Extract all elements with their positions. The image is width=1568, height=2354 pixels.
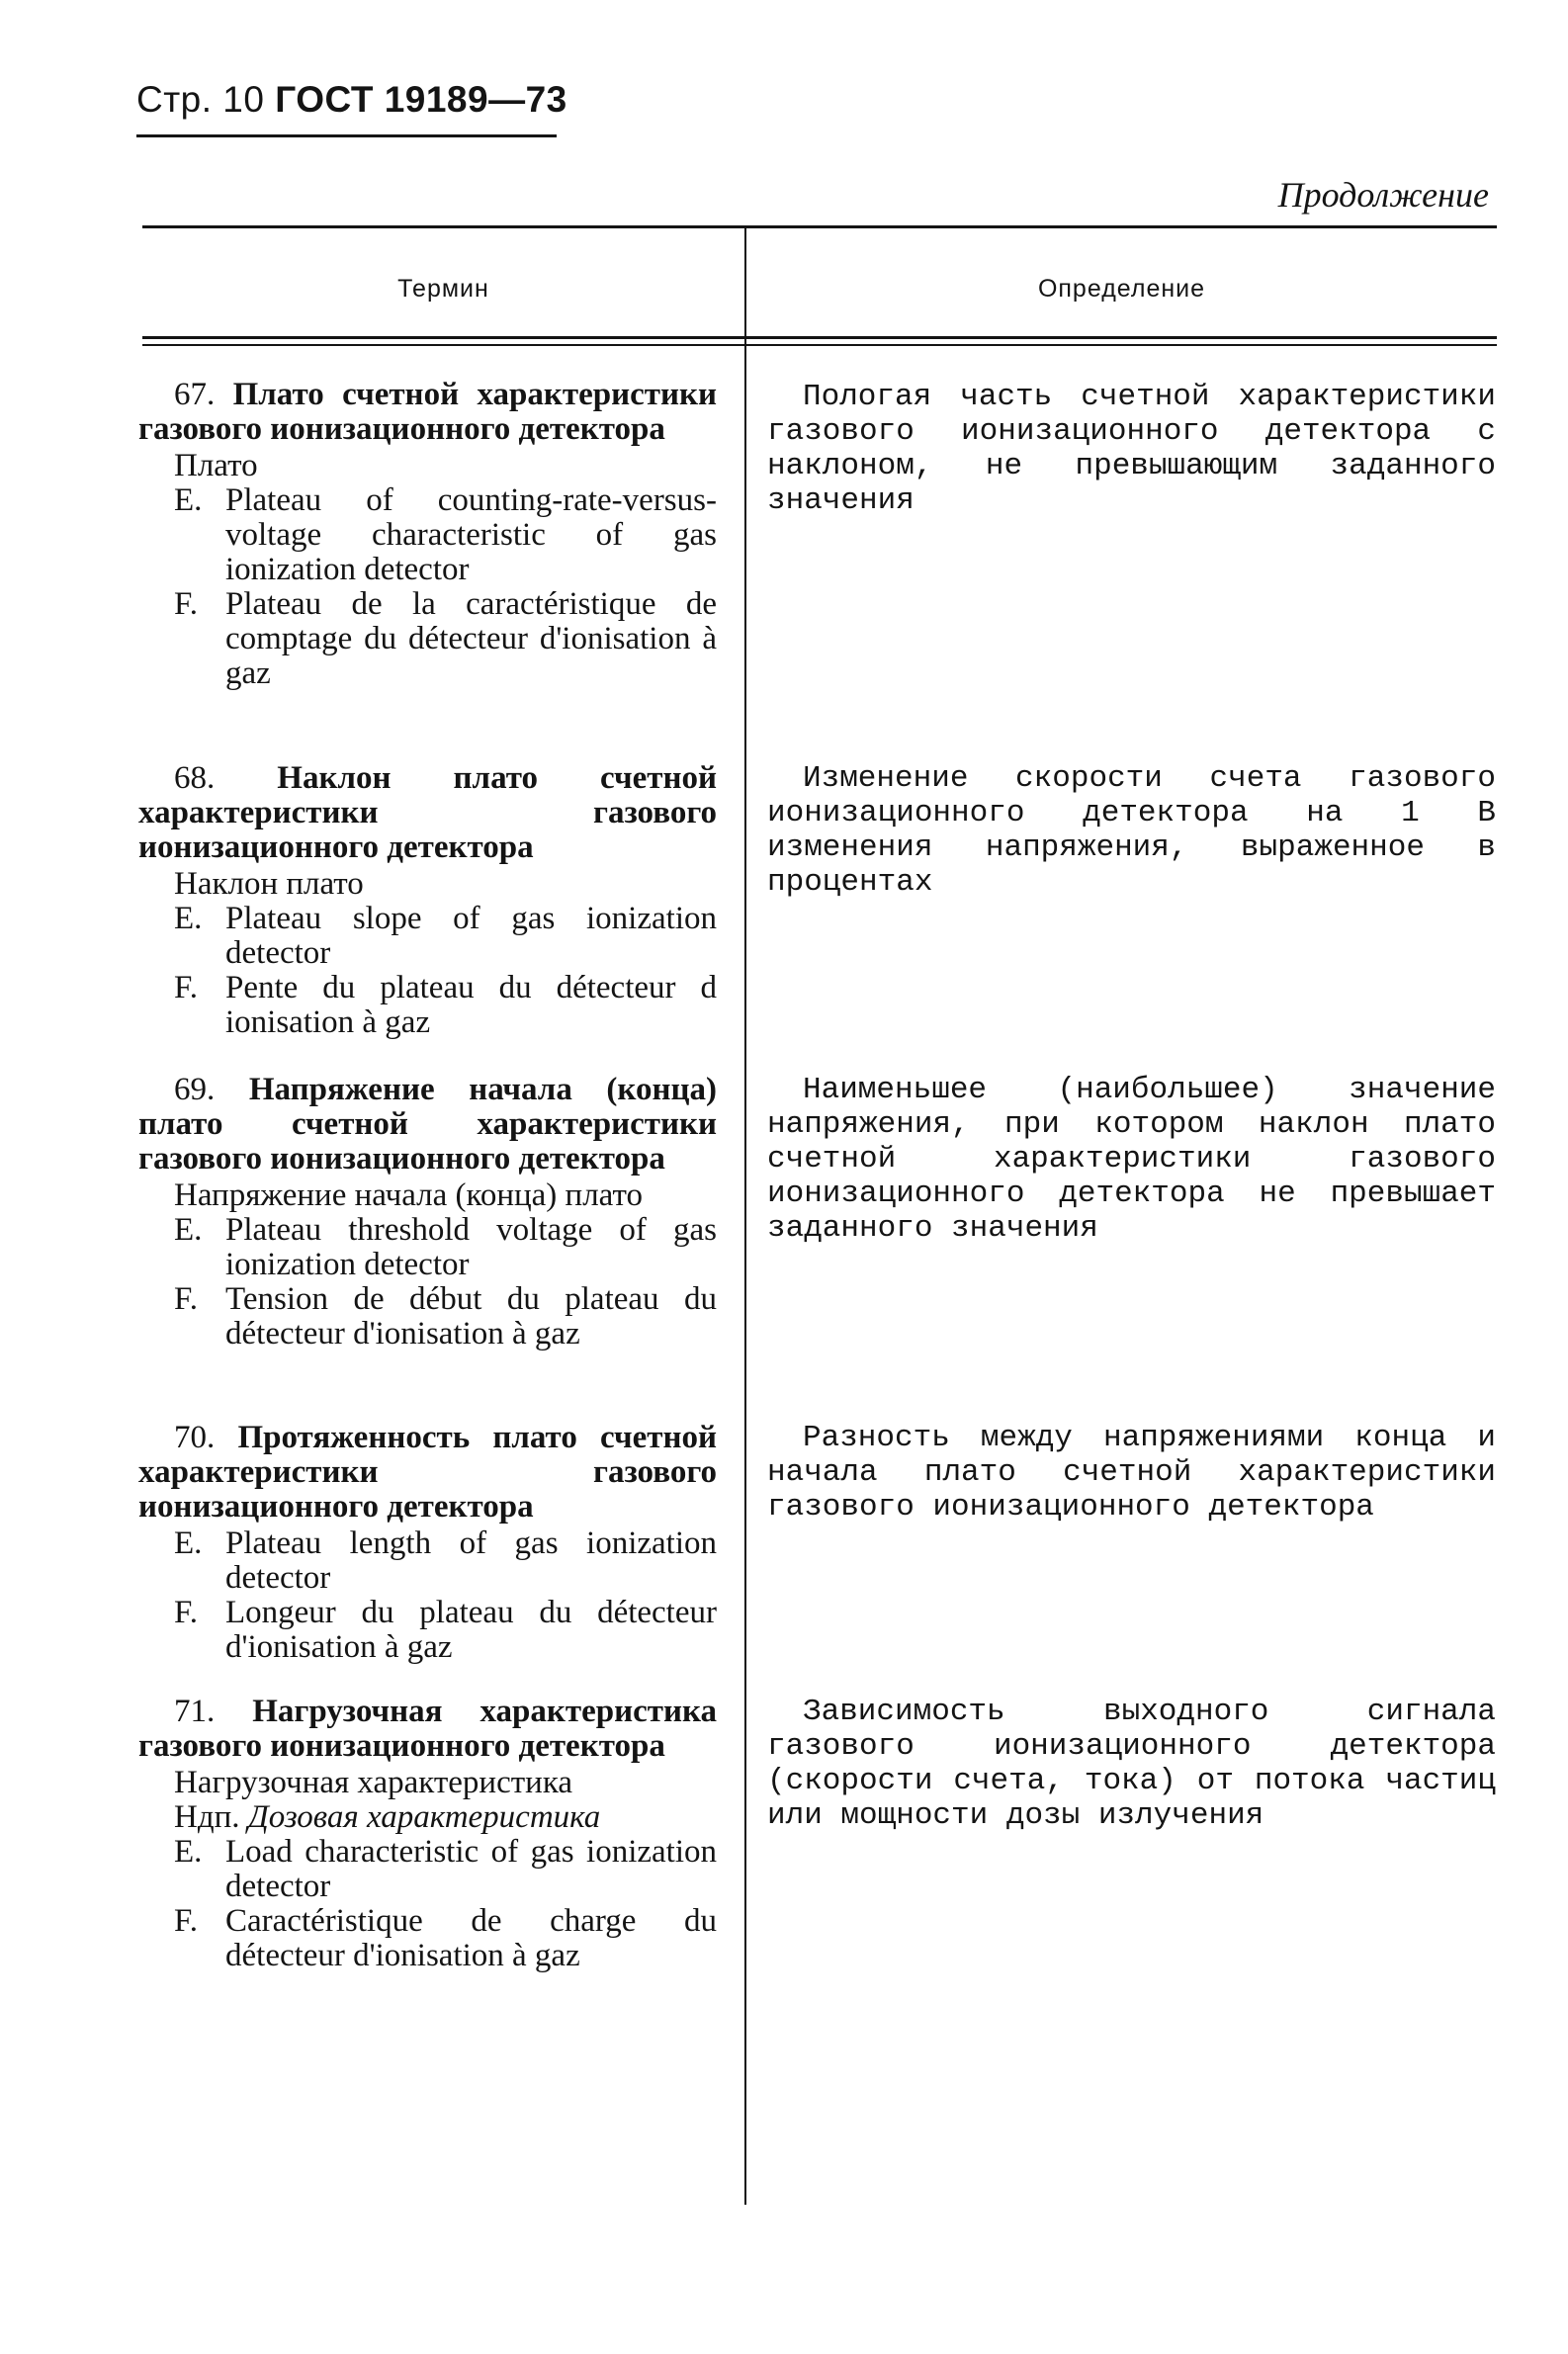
term-title: Наклон плато счетной характеристики газового ионизационного детектора (138, 760, 718, 865)
definition-70: Разность между напряжениями конца и начала плато счетной характеристики газового ионизационного детектора (767, 1421, 1496, 1525)
term-french-text: Longeur du plateau du détecteur d'ionisation à gaz (225, 1595, 717, 1665)
continuation-label: Продолжение (1277, 175, 1489, 215)
term-short-form: Напряжение начала (конца) плато (174, 1177, 643, 1213)
lang-tag-en: E. (174, 482, 203, 518)
header-double-rule-bottom (142, 344, 1497, 346)
term-title: Нагрузочная характеристика газового ионизационного детектора (138, 1694, 717, 1764)
term-entry-71 (138, 1695, 717, 1973)
term-number: 71. (174, 1694, 216, 1729)
header-underline (136, 134, 557, 137)
document-title: ГОСТ 19189—73 (275, 79, 567, 120)
definition-68: Изменение скорости счета газового ионизационного детектора на 1 В изменения напряжения, выраженное в процентах (767, 761, 1496, 900)
definition-71: Зависимость выходного сигнала газового ионизационного детектора (скорости счета, тока) от потока частиц или мощности дозы излучения (767, 1695, 1496, 1833)
term-short-form: Нагрузочная характеристика (174, 1765, 572, 1800)
term-french-text: Pente du plateau du détecteur d ionisation à gaz (225, 970, 717, 1040)
term-english-text: Plateau slope of gas ionization detector (225, 901, 717, 971)
lang-tag-fr: F. (174, 1903, 198, 1939)
term-english (174, 1835, 717, 1904)
term-english-text: Plateau length of gas ionization detector (225, 1526, 717, 1596)
term-entry-67 (138, 378, 717, 691)
running-head (136, 79, 567, 121)
term-title: Напряжение начала (конца) плато счетной характеристики газового ионизационного детектора (138, 1072, 717, 1177)
term-deprecated (174, 1800, 717, 1835)
term-short-form: Плато (174, 448, 258, 483)
term-entry-69 (138, 1073, 717, 1351)
term-title: Протяженность плато счетной характеристики газового ионизационного детектора (138, 1420, 718, 1525)
term-number: 70. (174, 1420, 216, 1455)
term-short-form: Наклон плато (174, 866, 364, 902)
term-english-text: Load characteristic of gas ionization detector (225, 1834, 717, 1904)
column-header-term: Термин (397, 275, 489, 303)
deprecated-term: Дозовая характеристика (247, 1799, 601, 1835)
deprecated-prefix: Ндп. (174, 1799, 240, 1835)
term-english-text: Plateau of counting-rate-versus-voltage characteristic of gas ionization detector (225, 482, 717, 587)
term-french-text: Caractéristique de charge du détecteur d'ionisation à gaz (225, 1903, 717, 1973)
term-french (174, 1904, 717, 1973)
column-divider (744, 227, 746, 2205)
term-number: 67. (174, 377, 216, 412)
lang-tag-en: E. (174, 901, 203, 936)
column-header-definition: Определение (1037, 275, 1206, 303)
definition-67: Пологая часть счетной характеристики газового ионизационного детектора с наклоном, не превышающим заданного значения (767, 380, 1496, 518)
lang-tag-fr: F. (174, 1595, 198, 1630)
term-english-text: Plateau threshold voltage of gas ionization detector (225, 1212, 717, 1282)
term-french (174, 1282, 717, 1351)
definition-69: Наименьшее (наибольшее) значение напряжения, при котором наклон плато счетной характеристики газового ионизационного детектора не превышает заданного значения (767, 1073, 1496, 1246)
term-english (174, 483, 717, 587)
term-french (174, 1596, 717, 1665)
header-double-rule-top (142, 336, 1497, 339)
term-number: 69. (174, 1072, 216, 1107)
lang-tag-en: E. (174, 1526, 203, 1561)
term-entry-70 (138, 1421, 717, 1665)
lang-tag-fr: F. (174, 1281, 198, 1317)
term-french (174, 971, 717, 1040)
term-french (174, 587, 717, 691)
term-english (174, 1526, 717, 1596)
term-title: Плато счетной характеристики газового ионизационного детектора (138, 377, 718, 447)
term-french-text: Plateau de la caractéristique de comptage du détecteur d'ionisation à gaz (225, 586, 717, 691)
term-entry-68 (138, 761, 717, 1040)
term-french-text: Tension de début du plateau du détecteur d'ionisation à gaz (225, 1281, 717, 1351)
lang-tag-en: E. (174, 1212, 203, 1248)
term-english (174, 1213, 717, 1282)
term-number: 68. (174, 760, 216, 796)
table-top-rule (142, 225, 1497, 228)
lang-tag-fr: F. (174, 970, 198, 1005)
lang-tag-fr: F. (174, 586, 198, 622)
term-english (174, 902, 717, 971)
page-number: Стр. 10 (136, 79, 265, 120)
lang-tag-en: E. (174, 1834, 203, 1870)
